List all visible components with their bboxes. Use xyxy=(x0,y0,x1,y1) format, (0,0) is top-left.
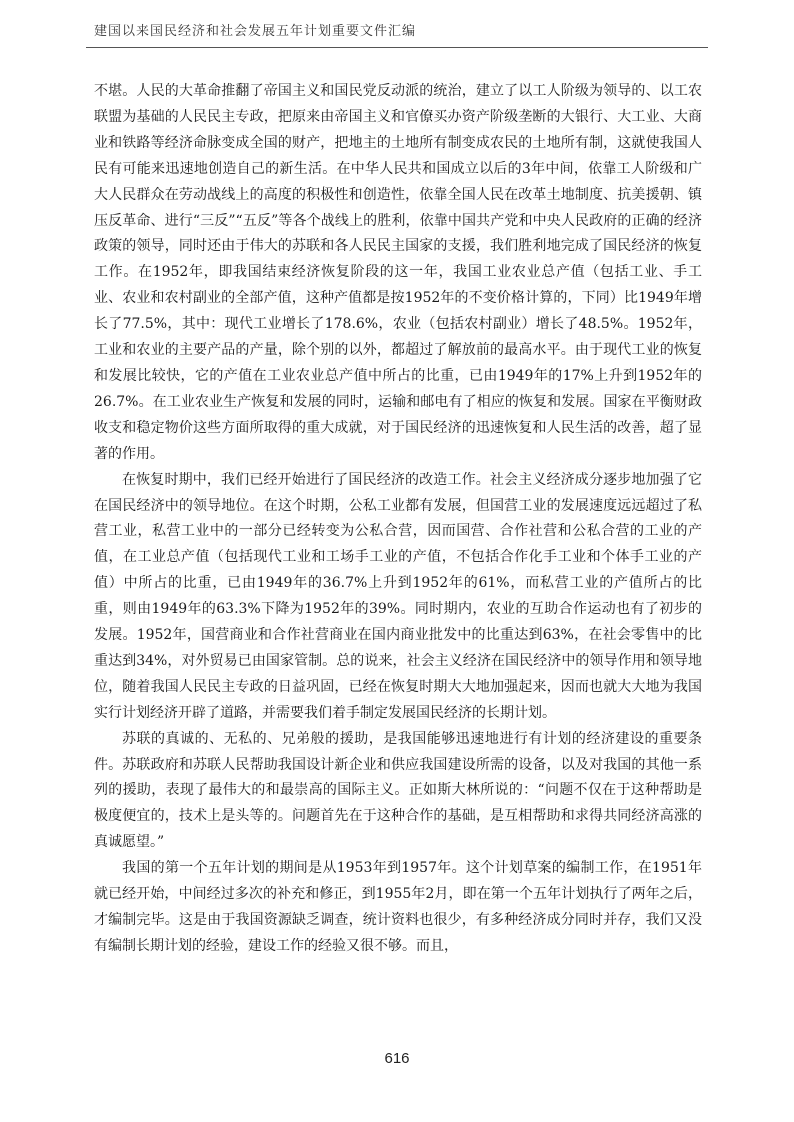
paragraph: 苏联的真诚的、无私的、兄弟般的援助，是我国能够迅速地进行有计划的经济建设的重要条件。苏联政府和苏联人民帮助我国设计新企业和供应我国建设所需的设备，以及对我国的其他一系列的援助，表现了最伟大的和最崇高的国际主义。正如斯大林所说的：“问题不仅在于这种帮助是极度便宜的，技术上是头等的。问题首先在于这种合作的基础，是互相帮助和求得共同经济高涨的真诚愿望。” xyxy=(94,730,702,851)
paragraph: 我国的第一个五年计划的期间是从1953年到1957年。这个计划草案的编制工作，在1951年就已经开始，中间经过多次的补充和修正，到1955年2月，即在第一个五年计划执行了两年之后，才编制完毕。这是由于我国资源缺乏调查，统计资料也很少，有多种经济成分同时并存，我们又没有编制长期计划的经验，建设工作的经验又很不够。而且， xyxy=(94,860,702,954)
page-number: 616 xyxy=(384,1050,410,1067)
paragraph: 在恢复时期中，我们已经开始进行了国民经济的改造工作。社会主义经济成分逐步地加强了它在国民经济中的领导地位。在这个时期，公私工业都有发展，但国营工业的发展速度远远超过了私营工业，私营工业中的一部分已经转变为公私合营，因而国营、合作社营和公私合营的工业的产值，在工业总产值（包括现代工业和工场手工业的产值，不包括合作化手工业和个体手工业的产值）中所占的比重，已由1949年的36.7%上升到1952年的61%，而私营工业的产值所占的比重，则由1949年的63.3%下降为1952年的39%。同时期内，农业的互助合作运动也有了初步的发展。1952年，国营商业和合作社营商业在国内商业批发中的比重达到63%，在社会零售中的比重达到34%，对外贸易已由国家管制。总的说来，社会主义经济在国民经济中的领导作用和领导地位，随着我国人民民主专政的日益巩固，已经在恢复时期大大地加强起来，因而也就大大地为我国实行计划经济开辟了道路，并需要我们着手制定发展国民经济的长期计划。 xyxy=(94,471,702,721)
running-header: 建国以来国民经济和社会发展五年计划重要文件汇编 xyxy=(94,24,417,39)
paragraph: 不堪。人民的大革命推翻了帝国主义和国民党反动派的统治，建立了以工人阶级为领导的、以工农联盟为基础的人民民主专政，把原来由帝国主义和官僚买办资产阶级垄断的大银行、大工业、大商业和铁路等经济命脉变成全国的财产，把地主的土地所有制变成农民的土地所有制，这就使我国人民有可能来迅速地创造自己的新生活。在中华人民共和国成立以后的3年中间，依靠工人阶级和广大人民群众在劳动战线上的高度的积极性和创造性，依靠全国人民在改革土地制度、抗美援朝、镇压反革命、进行“三反”“五反”等各个战线上的胜利，依靠中国共产党和中央人民政府的正确的经济政策的领导，同时还由于伟大的苏联和各人民民主国家的支援，我们胜利地完成了国民经济的恢复工作。在1952年，即我国结束经济恢复阶段的这一年，我国工业农业总产值（包括工业、手工业、农业和农村副业的全部产值，这种产值都是按1952年的不变价格计算的，下同）比1949年增长了77.5%，其中：现代工业增长了178.6%，农业（包括农村副业）增长了48.5%。1952年，工业和农业的主要产品的产量，除个别的以外，都超过了解放前的最高水平。由于现代工业的恢复和发展比较快，它的产值在工业农业总产值中所占的比重，已由1949年的17%上升到1952年的26.7%。在工业农业生产恢复和发展的同时，运输和邮电有了相应的恢复和发展。国家在平衡财政收支和稳定物价这些方面所取得的重大成就，对于国民经济的迅速恢复和人民生活的改善，超了显著的作用。 xyxy=(94,83,702,462)
document-body xyxy=(94,79,702,960)
header-divider xyxy=(86,47,708,48)
